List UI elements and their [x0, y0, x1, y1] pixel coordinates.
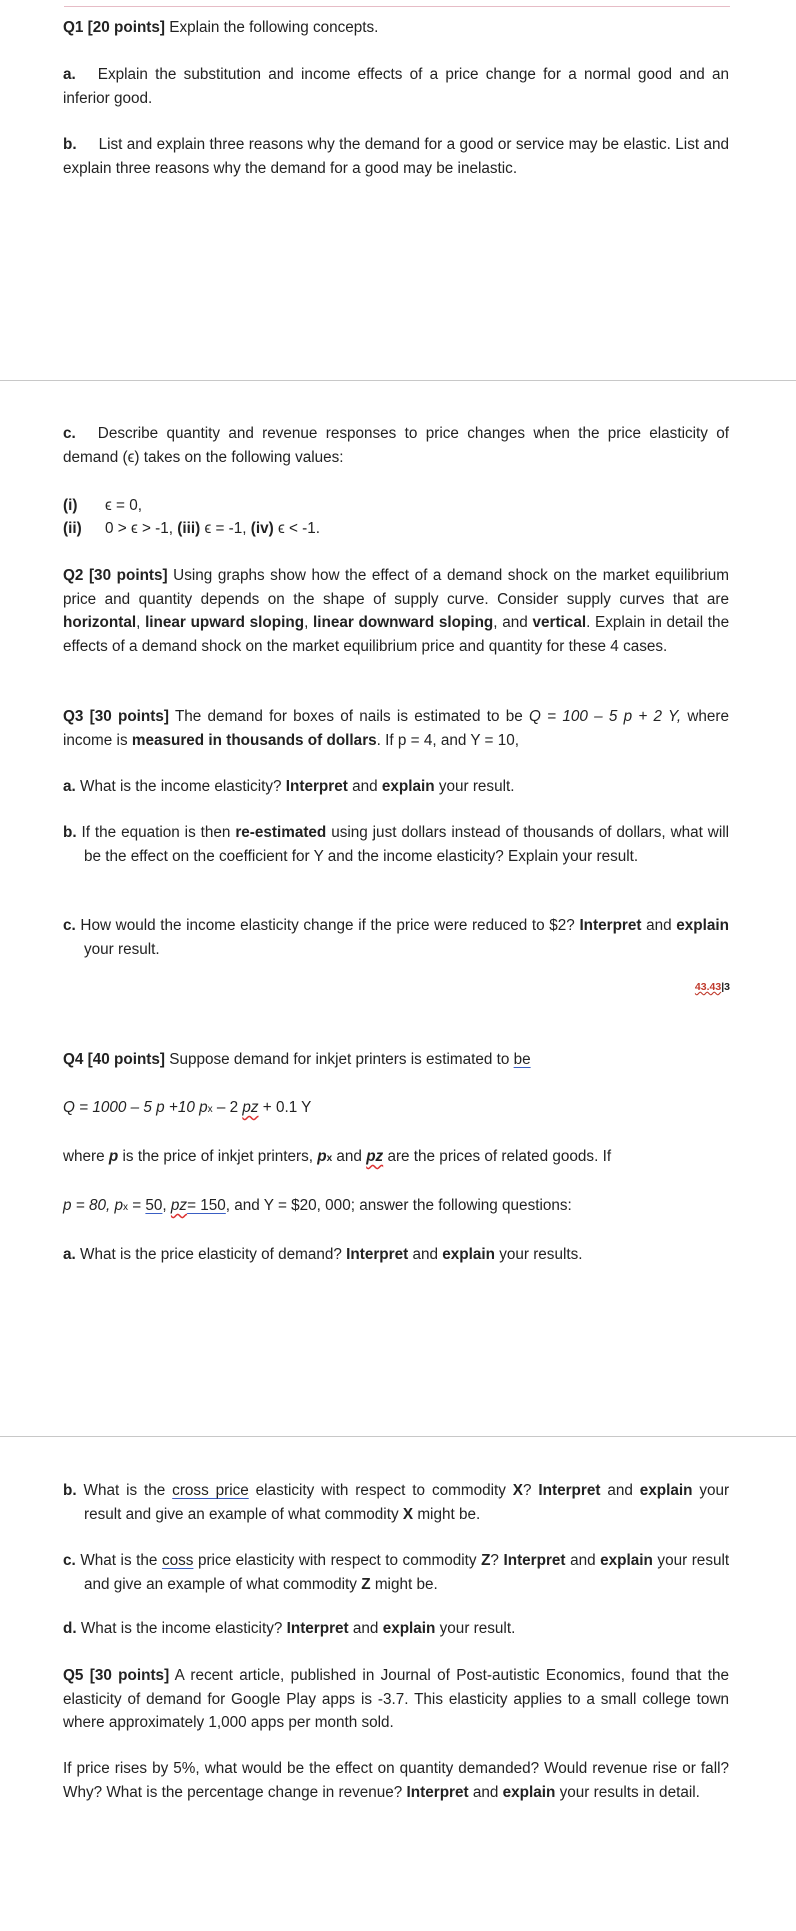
- q5-text: Q5 [30 points] A recent article, published in Journal of Post-autistic Economics, found that the elasticity of demand for Google Play apps is -3.7. This elasticity applies to a small college town where approximately 1,000 apps per month sold.: [63, 1667, 730, 1731]
- q4-heading: Q4 [40 points] Suppose demand for inkjet printers is estimated to be: [63, 1051, 531, 1068]
- q3-part-a: a. What is the income elasticity? Interpret and explain your result.: [63, 778, 515, 795]
- q4-equation: Q = 1000 – 5 p +10 px – 2 pz + 0.1 Y: [63, 1099, 312, 1116]
- q2-text: Q2 [30 points] Using graphs show how the effect of a demand shock on the market equilibrium price and quantity depends on the shape of supply curve. Consider supply curves that are horizontal, linear upward sloping, linear downward sloping, and vertical. Explain in detail the effects of a demand shock on the market equilibrium price and quantity for these 4 cases.: [63, 567, 730, 655]
- page-separator-2: [0, 1436, 796, 1437]
- q1-part-a: a. Explain the substitution and income effects of a price change for a normal good and an inferior good.: [63, 66, 729, 107]
- q1-part-b: b. List and explain three reasons why the demand for a good or service may be elastic. List and explain three reasons why the demand for a good may be inelastic.: [63, 136, 729, 177]
- q4-values: p = 80, px = 50, pz= 150, and Y = $20, 000; answer the following questions:: [63, 1197, 572, 1214]
- q1-part-c: c. Describe quantity and revenue responses to price changes when the price elasticity of demand (ϵ) takes on the following values:: [63, 425, 729, 466]
- q1-heading: Q1 [20 points] Explain the following concepts.: [63, 19, 379, 36]
- q5-question: If price rises by 5%, what would be the effect on quantity demanded? Would revenue rise or fall? Why? What is the percentage change in revenue? Interpret and explain your results in detail.: [63, 1760, 729, 1801]
- q1-case-i: (i) ϵ = 0,: [63, 497, 142, 514]
- page-separator: [0, 380, 796, 381]
- q4-where: where p is the price of inkjet printers, px and pz are the prices of related goods. If: [63, 1148, 612, 1165]
- q1-case-ii-iv: (ii) 0 > ϵ > -1, (iii) ϵ = -1, (iv) ϵ < -1.: [63, 520, 320, 537]
- q3-text: Q3 [30 points] The demand for boxes of nails is estimated to be Q = 100 – 5 p + 2 Y, where income is measured in thousands of dollars. If p = 4, and Y = 10,: [63, 708, 729, 749]
- page-number-mark: 43.43|3: [694, 981, 730, 993]
- top-rule: [64, 6, 730, 7]
- q4-part-b: b. What is the cross price elasticity with respect to commodity X? Interpret and explain your result and give an example of what commodity X might be.: [63, 1482, 730, 1523]
- q4-part-d: d. What is the income elasticity? Interpret and explain your result.: [63, 1620, 516, 1637]
- q3-part-c: c. How would the income elasticity change if the price were reduced to $2? Interpret and explain your result.: [63, 917, 730, 958]
- q3-part-b: b. If the equation is then re-estimated using just dollars instead of thousands of dollars, what will be the effect on the coefficient for Y and the income elasticity? Explain your result.: [63, 824, 730, 865]
- q4-part-a: a. What is the price elasticity of demand? Interpret and explain your results.: [63, 1246, 583, 1263]
- q4-part-c: c. What is the coss price elasticity with respect to commodity Z? Interpret and explain your result and give an example of what commodity Z might be.: [63, 1552, 730, 1593]
